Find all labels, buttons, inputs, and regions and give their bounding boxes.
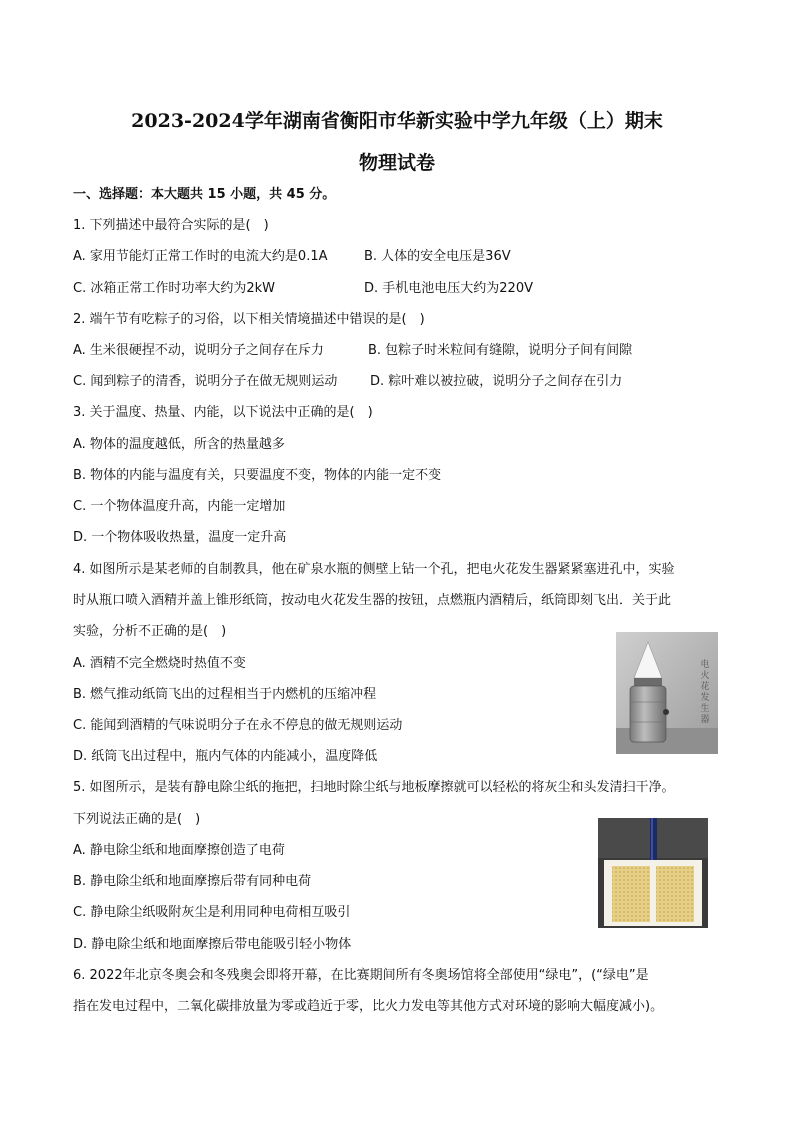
q3-option-b: B. 物体的内能与温度有关，只要温度不变，物体的内能一定不变 xyxy=(73,468,442,483)
q5-figure-mop xyxy=(598,818,708,928)
mop-illustration xyxy=(598,818,708,928)
q5-stem-line1: 5. 如图所示，是装有静电除尘纸的拖把，扫地时除尘纸与地板摩擦就可以轻松的将灰尘和头发清扫干净。 xyxy=(73,780,675,795)
q4-option-a: A. 酒精不完全燃烧时热值不变 xyxy=(73,656,246,671)
q5-stem-line2: 下列说法正确的是( ) xyxy=(73,812,201,827)
q2-stem: 2. 端午节有吃粽子的习俗，以下相关情境描述中错误的是( ) xyxy=(73,312,425,327)
q1-option-d: D. 手机电池电压大约为220V xyxy=(364,281,533,296)
q3-option-a: A. 物体的温度越低，所含的热量越多 xyxy=(73,437,285,452)
q1-option-b: B. 人体的安全电压是36V xyxy=(364,249,511,264)
q6-stem-line1: 6. 2022年北京冬奥会和冬残奥会即将开幕，在比赛期间所有冬奥场馆将全部使用“绿电”，(“绿电”是 xyxy=(73,968,649,983)
exam-title-line2: 物理试卷 xyxy=(358,152,435,174)
q3-option-d: D. 一个物体吸收热量，温度一定升高 xyxy=(73,530,287,545)
q1-option-a: A. 家用节能灯正常工作时的电流大约是0.1A xyxy=(73,249,328,264)
q2-option-c: C. 闻到粽子的清香，说明分子在做无规则运动 xyxy=(73,374,338,389)
q3-option-c: C. 一个物体温度升高，内能一定增加 xyxy=(73,499,286,514)
exam-title-line1: 2023-2024学年湖南省衡阳市华新实验中学九年级（上）期末 xyxy=(131,110,663,132)
q3-stem: 3. 关于温度、热量、内能，以下说法中正确的是( ) xyxy=(73,405,373,420)
q5-option-a: A. 静电除尘纸和地面摩擦创造了电荷 xyxy=(73,843,285,858)
q2-option-a: A. 生米很硬捏不动，说明分子之间存在斥力 xyxy=(73,343,324,358)
spark-generator-label: 电火花发生器 xyxy=(700,660,710,725)
q4-option-b: B. 燃气推动纸筒飞出的过程相当于内燃机的压缩冲程 xyxy=(73,687,377,702)
q4-figure-bottle xyxy=(616,632,718,754)
q4-stem-line3: 实验，分析不正确的是( ) xyxy=(73,624,227,639)
q4-option-c: C. 能闻到酒精的气味说明分子在永不停息的做无规则运动 xyxy=(73,718,403,733)
q4-option-d: D. 纸筒飞出过程中，瓶内气体的内能减小，温度降低 xyxy=(73,749,378,764)
section-heading: 一、选择题：本大题共 15 小题，共 45 分。 xyxy=(73,187,336,202)
q4-stem-line2: 时从瓶口喷入酒精并盖上锥形纸筒，按动电火花发生器的按钮，点燃瓶内酒精后，纸筒即刻飞出．关于此 xyxy=(73,593,672,608)
q5-option-d: D. 静电除尘纸和地面摩擦后带电能吸引轻小物体 xyxy=(73,937,352,952)
q2-option-b: B. 包粽子时米粒间有缝隙，说明分子间有间隙 xyxy=(368,343,633,358)
q4-stem-line1: 4. 如图所示是某老师的自制教具，他在矿泉水瓶的侧壁上钻一个孔，把电火花发生器紧紧塞进孔中，实验 xyxy=(73,562,675,577)
q5-option-c: C. 静电除尘纸吸附灰尘是利用同种电荷相互吸引 xyxy=(73,905,351,920)
q2-option-d: D. 粽叶难以被拉破，说明分子之间存在引力 xyxy=(370,374,623,389)
q5-option-b: B. 静电除尘纸和地面摩擦后带有同种电荷 xyxy=(73,874,312,889)
q1-stem: 1. 下列描述中最符合实际的是( ) xyxy=(73,218,269,233)
q6-stem-line2: 指在发电过程中，二氧化碳排放量为零或趋近于零，比火力发电等其他方式对环境的影响大幅度减小)。 xyxy=(73,999,664,1014)
q1-option-c: C. 冰箱正常工作时功率大约为2kW xyxy=(73,281,275,296)
